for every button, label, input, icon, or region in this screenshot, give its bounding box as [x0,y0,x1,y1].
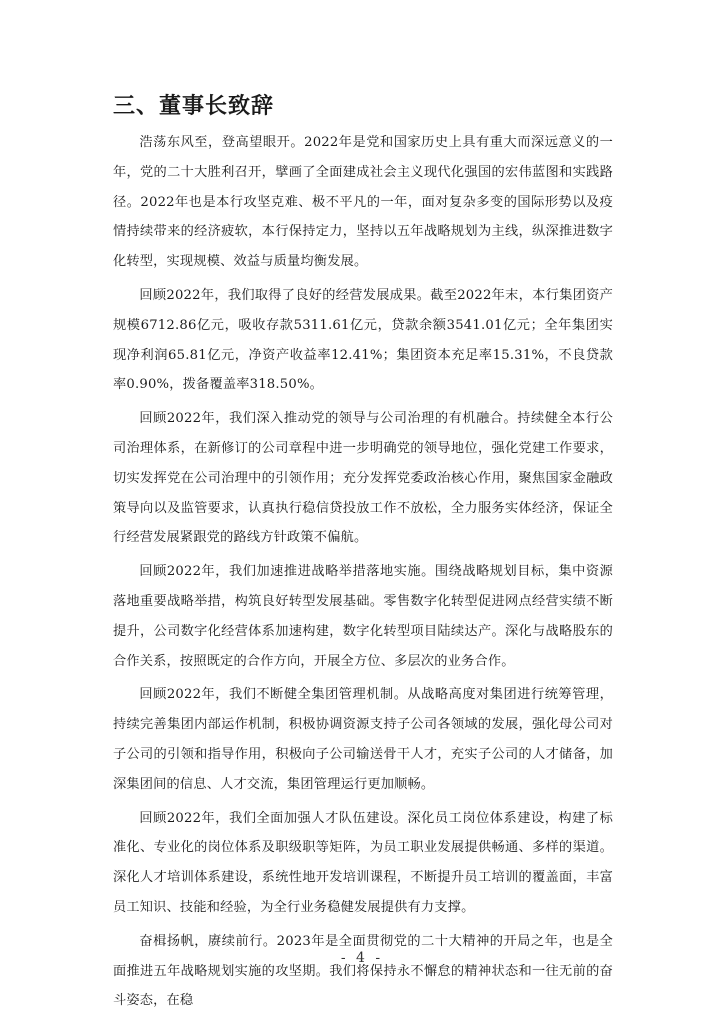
paragraph-group-management: 回顾2022年，我们不断健全集团管理机制。从战略高度对集团进行统筹管理，持续完善集团内部运作机制，积极协调资源支持子公司各领域的发展，强化母公司对子公司的引领和指导作用，积极向子公司输送骨干人才，充实子公司的人才储备，加深集团间的信息、人才交流，集团管理运行更加顺畅。 [113,687,613,792]
paragraph-results: 回顾2022年，我们取得了良好的经营发展成果。截至2022年末，本行集团资产规模6712.86亿元，吸收存款5311.61亿元，贷款余额3541.01亿元；全年集团实现净利润65.81亿元，净资产收益率12.41%；集团资本充足率15.31%，不良贷款率0.90%，拨备覆盖率318.50%。 [113,287,613,393]
paragraph-governance: 回顾2022年，我们深入推动党的领导与公司治理的有机融合。持续健全本行公司治理体系，在新修订的公司章程中进一步明确党的领导地位，强化党建工作要求，切实发挥党在公司治理中的引领作用；充分发挥党委政治核心作用，聚焦国家金融政策导向以及监管要求，认真执行稳信贷投放工作不放松，全力服务实体经济，保证全行经营发展紧跟党的路线方针政策不偏航。 [113,411,613,546]
paragraph-talent: 回顾2022年，我们全面加强人才队伍建设。深化员工岗位体系建设，构建了标准化、专业化的岗位体系及职级职等矩阵，为员工职业发展提供畅通、多样的渠道。深化人才培训体系建设，系统性地开发培训课程，不断提升员工培训的覆盖面，丰富员工知识、技能和经验，为全行业务稳健发展提供有力支撑。 [113,810,613,915]
paragraph-intro: 浩荡东风至，登高望眼开。2022年是党和国家历史上具有重大而深远意义的一年，党的二十大胜利召开，擘画了全面建成社会主义现代化强国的宏伟蓝图和实践路径。2022年也是本行攻坚克难、极不平凡的一年，面对复杂多变的国际形势以及疫情持续带来的经济疲软，本行保持定力，坚持以五年战略规划为主线，纵深推进数字化转型，实现规模、效益与质量均衡发展。 [113,135,613,270]
page-number: - 4 - [340,950,384,966]
body-text [113,128,613,1020]
paragraph-strategy: 回顾2022年，我们加速推进战略举措落地实施。围绕战略规划目标，集中资源落地重要战略举措，构筑良好转型发展基础。零售数字化转型促进网点经营实绩不断提升，公司数字化经营体系加速构建，数字化转型项目陆续达产。深化与战略股东的合作关系，按照既定的合作方向，开展全方位、多层次的业务合作。 [113,564,613,669]
paragraph-outlook: 奋楫扬帆，赓续前行。2023年是全面贯彻党的二十大精神的开局之年，也是全面推进五年战略规划实施的攻坚期。我们将保持永不懈怠的精神状态和一往无前的奋斗姿态，在稳 [113,933,613,1009]
section-heading: 三、董事长致辞 [113,94,275,119]
